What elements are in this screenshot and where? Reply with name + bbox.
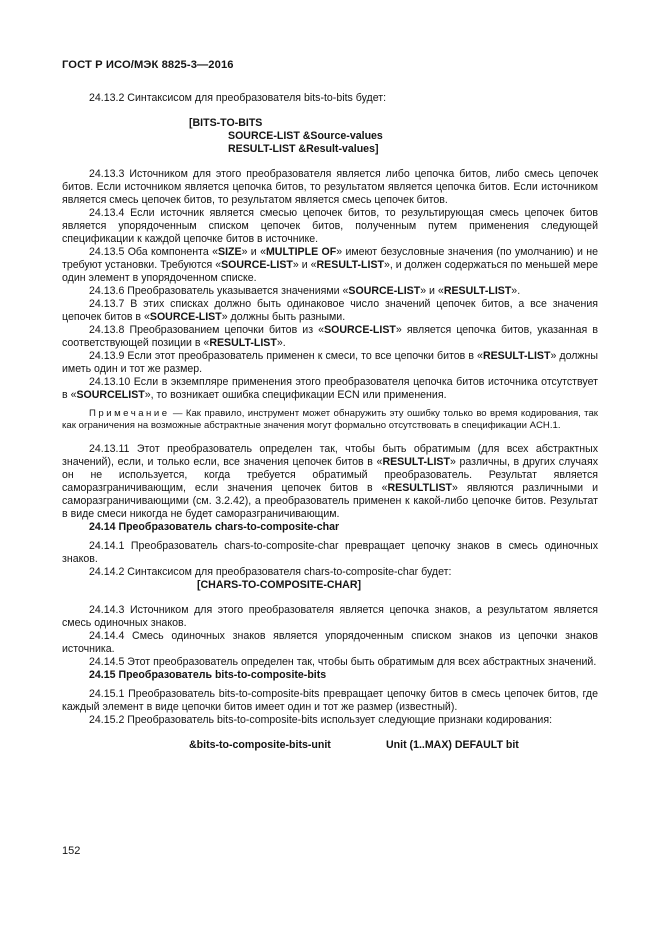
syntax-line: RESULT-LIST &Result-values] <box>228 143 379 155</box>
paragraph-24-14-4: 24.14.4 Смесь одиночных знаков является упорядоченным списком знаков из цепочки знаков источника. <box>62 629 598 655</box>
note-paragraph: Примечание — Как правило, инструмент может обнаружить эту ошибку только во время кодирования, так как ограничения на возможные абстрактные значения могут формально отсутствовать в спецификации ACH.1. <box>62 408 598 432</box>
paragraph-24-14-2: 24.14.2 Синтаксисом для преобразователя chars-to-composite-char будет: <box>89 565 452 578</box>
paragraph-24-14-3: 24.14.3 Источником для этого преобразователя является цепочка знаков, а результатом является смесь одиночных знаков. <box>62 603 598 629</box>
section-heading-24-14: 24.14 Преобразователь chars-to-composite-char <box>89 520 340 533</box>
syntax-line: [BITS-TO-BITS <box>189 117 263 129</box>
paragraph-24-13-3: 24.13.3 Источником для этого преобразователя является либо цепочка битов, либо смесь цепочек битов. Если источником является цепочка битов, то результатом является цепочка битов. Если источником является смесь цепочек битов, то результатом является смесь цепочек битов. <box>62 168 598 206</box>
paragraph-24-13-11: 24.13.11 Этот преобразователь определен так, чтобы быть обратимым (для всех абстрактных значений), если, и только если, все значения цепочек битов в «RESULT-LIST» различны, в других случаях он не используется, когда требуется обратимый преобразователь. Результат является саморазграничивающим, если значения цепочек битов в «RESULTLIST» являются различными и саморазграничивающими (см. 3.2.42), а преобразователь применен к какой-либо цепочке битов. Результат в виде смеси никогда не будет саморазграничивающим. <box>62 442 599 520</box>
page-number: 152 <box>62 845 81 857</box>
paragraph-24-15-1: 24.15.1 Преобразователь bits-to-composite-bits превращает цепочку битов в смесь цепочек битов, где каждый элемент в виде цепочки битов имеет один и тот же размер (известный). <box>62 687 598 713</box>
paragraph-24-13-6: 24.13.6 Преобразователь указывается значениями «SOURCE-LIST» и «RESULT-LIST». <box>89 285 521 297</box>
syntax-chars-to-composite-char: [CHARS-TO-COMPOSITE-CHAR] <box>197 578 361 591</box>
paragraph-24-13-10: 24.13.10 Если в экземпляре применения этого преобразователя цепочка битов источника отсутствует в «SOURCELIST», то возникает ошибка спецификации ECN или применения. <box>62 376 598 401</box>
paragraph-24-15-2: 24.15.2 Преобразователь bits-to-composite-bits использует следующие признаки кодирования: <box>89 713 553 726</box>
syntax-block-bits-to-bits <box>62 117 598 156</box>
note-label: Примечание <box>89 408 170 419</box>
paragraph-24-13-8: 24.13.8 Преобразованием цепочки битов из «SOURCE-LIST» является цепочка битов, указанная в соответствующей позиции в «RESULT-LIST». <box>62 324 598 349</box>
paragraph-24-14-1: 24.14.1 Преобразователь chars-to-composite-char превращает цепочку знаков в смесь одиночных знаков. <box>62 539 598 565</box>
paragraph-24-13-7: 24.13.7 В этих списках должно быть одинаковое число значений цепочек битов, а все значения цепочек битов в «SOURCE-LIST» должны быть разными. <box>62 298 598 323</box>
paragraph-24-13-5: 24.13.5 Оба компонента «SIZE» и «MULTIPLE OF» имеют безусловные значения (по умолчанию) и не требуют установки. Требуются «SOURCE-LIST» и «RESULT-LIST», и должен содержаться по меньшей мере один элемент в упорядоченном списке. <box>62 246 598 284</box>
encoding-property-row <box>62 739 598 753</box>
section-heading-24-15: 24.15 Преобразователь bits-to-composite-bits <box>89 668 327 681</box>
syntax-line: SOURCE-LIST &Source-values <box>228 130 383 142</box>
page-body <box>62 92 598 753</box>
encoding-property-name: &bits-to-composite-bits-unit <box>189 738 331 751</box>
document-header: ГОСТ Р ИСО/МЭК 8825-3—2016 <box>62 59 234 71</box>
paragraph-24-13-4: 24.13.4 Если источник является смесью цепочек битов, то результирующая смесь цепочек битов является упорядоченным списком цепочек битов, полученным путем применения следующей спецификации к каждой цепочке битов в источнике. <box>62 207 598 245</box>
paragraph-24-13-9: 24.13.9 Если этот преобразователь применен к смеси, то все цепочки битов в «RESULT-LIST» должны иметь один и тот же размер. <box>62 350 598 375</box>
paragraph-24-13-2: 24.13.2 Синтаксисом для преобразователя bits-to-bits будет: <box>89 92 387 104</box>
paragraph-24-14-5: 24.14.5 Этот преобразователь определен так, чтобы быть обратимым для всех абстрактных значений. <box>89 655 597 668</box>
encoding-property-type: Unit (1..MAX) DEFAULT bit <box>386 738 519 751</box>
